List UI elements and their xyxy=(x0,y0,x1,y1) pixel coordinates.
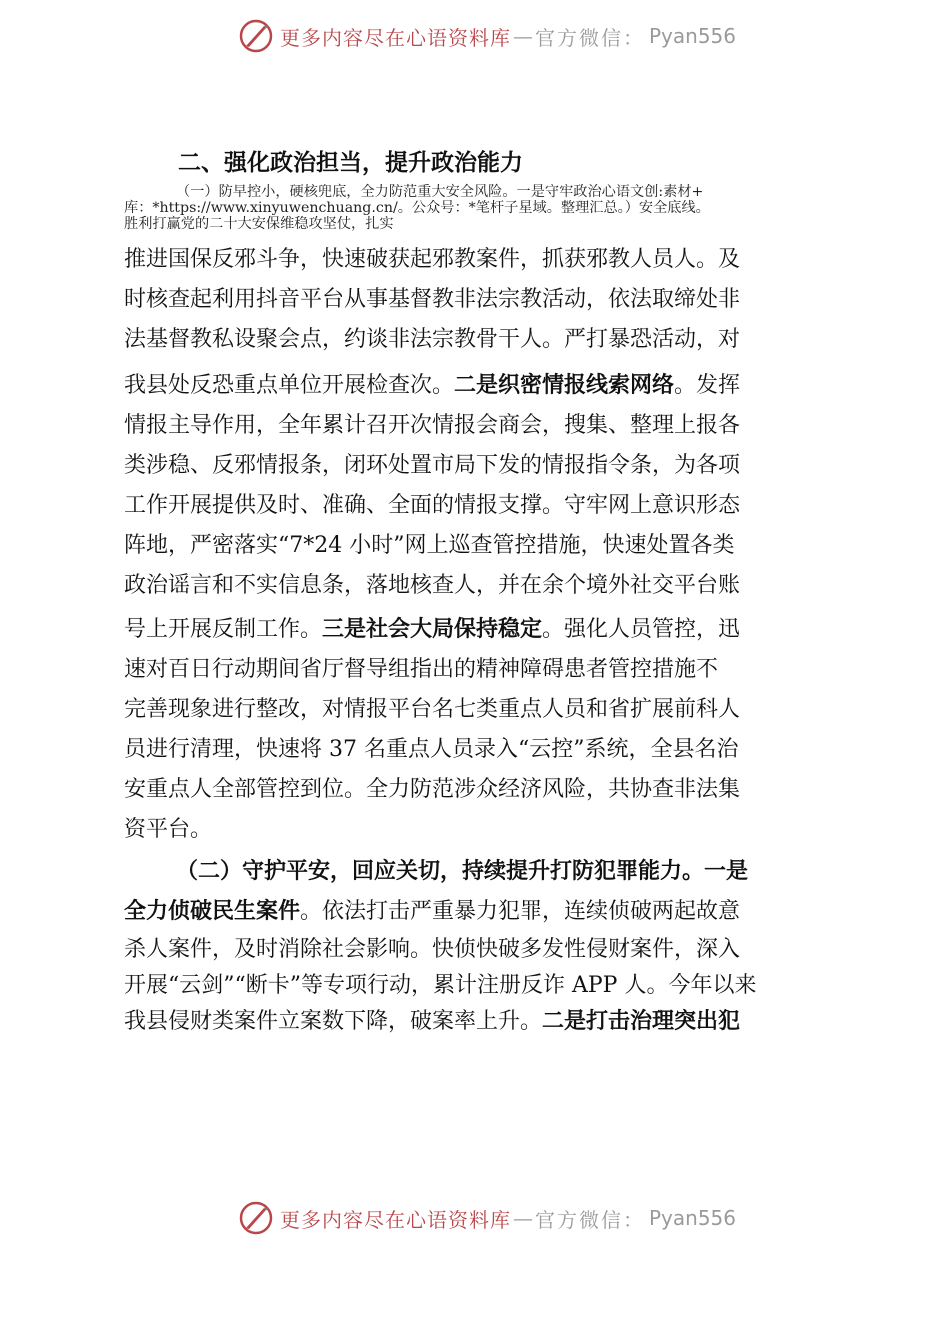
text-line xyxy=(124,892,830,932)
text-line: 资平台。 xyxy=(124,817,213,842)
text-line: 情报主导作用，全年累计召开次情报会商会，搜集、整理上报各 xyxy=(124,413,741,438)
text-line: 开展“云剑”“断卡”等专项行动，累计注册反诈 APP 人。今年以来 xyxy=(124,973,757,998)
note-line: 库：*https://www.xinyuwenchuang.cn/。公众号：*笔杆子星域。整理汇总。）安全底线。 xyxy=(124,200,710,216)
text-line: 阵地，严密落实“7*24 小时”网上巡查管控措施，快速处置各类 xyxy=(124,533,735,558)
banner-wechat-label: 官方微信： xyxy=(535,1207,645,1232)
quill-pen-circle-icon xyxy=(238,18,274,54)
banner-wechat-id: Pyan556 xyxy=(649,24,737,48)
text-run: 我县侵财类案件立案数下降，破案率上升。 xyxy=(124,1009,543,1034)
text-line: 政治谣言和不实信息条，落地核查人，并在余个境外社交平台账 xyxy=(124,573,741,598)
footer-banner xyxy=(238,1198,758,1238)
paragraph-3 xyxy=(124,610,830,850)
text-run: 。发挥 xyxy=(674,373,741,398)
text-line: 员进行清理，快速将 37 名重点人员录入“云控”系统，全县名治 xyxy=(124,737,739,762)
banner-text: 更多内容尽在心语资料库 xyxy=(280,25,511,50)
banner-wechat-id: Pyan556 xyxy=(649,1206,737,1230)
text-run: 号上开展反制工作。 xyxy=(124,617,323,642)
subheading-line: （二）守护平安，回应关切，持续提升打防犯罪能力。一是 xyxy=(176,859,749,884)
paragraph-2 xyxy=(124,366,830,606)
text-line: 速对百日行动期间省厅督导组指出的精神障碍患者管控措施不 xyxy=(124,657,719,682)
bold-phrase: 全力侦破民生案件 xyxy=(124,899,301,924)
text-line: 时核查起利用抖音平台从事基督教非法宗教活动，依法取缔处非 xyxy=(124,287,741,312)
text-run: 。依法打击严重暴力犯罪，连续侦破两起故意 xyxy=(300,899,741,924)
text-line: 工作开展提供及时、准确、全面的情报支撑。守牢网上意识形态 xyxy=(124,493,741,518)
section-heading: 二、强化政治担当，提升政治能力 xyxy=(178,150,523,176)
paragraph-4 xyxy=(124,852,830,1040)
bold-phrase: 二是织密情报线索网络 xyxy=(454,373,675,398)
bold-phrase: 二是打击治理突出犯 xyxy=(542,1009,741,1034)
banner-dash: — xyxy=(513,24,533,48)
header-banner xyxy=(238,16,758,56)
banner-dash: — xyxy=(513,1206,533,1230)
text-line xyxy=(124,1004,830,1040)
text-run: 我县处反恐重点单位开展检查次。 xyxy=(124,373,455,398)
text-run: 。强化人员管控，迅 xyxy=(542,617,741,642)
text-line: 安重点人全部管控到位。全力防范涉众经济风险，共协查非法集 xyxy=(124,777,741,802)
text-line: 杀人案件，及时消除社会影响。快侦快破多发性侵财案件，深入 xyxy=(124,937,741,962)
text-line: 推进国保反邪斗争，快速破获起邪教案件，抓获邪教人员人。及 xyxy=(124,247,741,272)
banner-text: 更多内容尽在心语资料库 xyxy=(280,1207,511,1232)
note-line: （一）防早控小，硬核兜底，全力防范重大安全风险。一是守牢政治心语文创:素材+ xyxy=(176,184,704,200)
text-line: 类涉稳、反邪情报条，闭环处置市局下发的情报指令条，为各项 xyxy=(124,453,741,478)
text-line: 法基督教私设聚会点，约谈非法宗教骨干人。严打暴恐活动，对 xyxy=(124,327,741,352)
banner-wechat-label: 官方微信： xyxy=(535,25,645,50)
text-line xyxy=(124,610,830,650)
small-note xyxy=(124,184,834,232)
text-line xyxy=(124,366,830,406)
quill-pen-circle-icon xyxy=(238,1200,274,1236)
note-line: 胜利打赢党的二十大安保维稳攻坚仗，扎实 xyxy=(124,216,394,232)
text-line: 完善现象进行整改，对情报平台名七类重点人员和省扩展前科人 xyxy=(124,697,741,722)
bold-phrase: 三是社会大局保持稳定 xyxy=(322,617,543,642)
paragraph-1 xyxy=(124,240,830,360)
